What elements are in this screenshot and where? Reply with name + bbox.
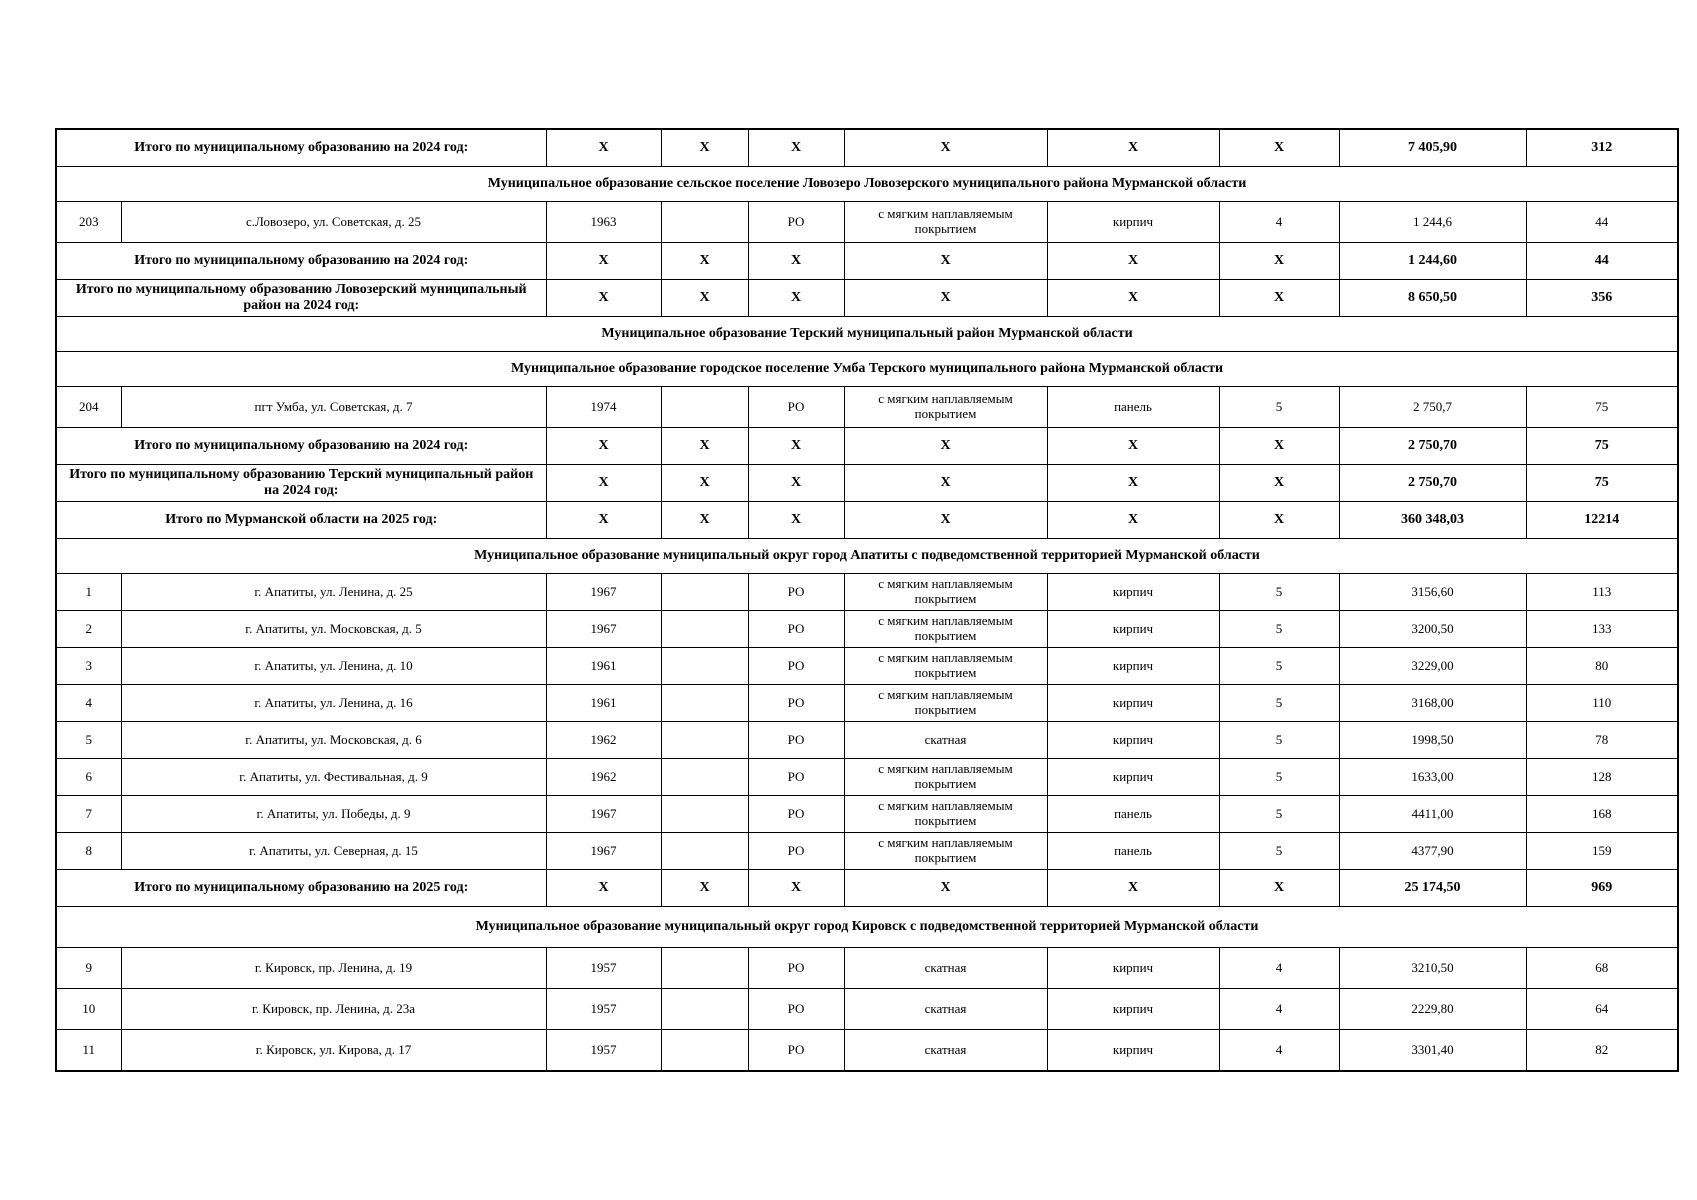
row-area: 2229,80 [1339, 989, 1526, 1030]
section-row [56, 539, 1678, 574]
row-area: 2 750,7 [1339, 387, 1526, 428]
row-owner [661, 948, 748, 989]
table-row [56, 611, 1678, 648]
row-year: 1957 [546, 989, 661, 1030]
table-row [56, 948, 1678, 989]
x-mark: X [748, 465, 844, 502]
total-people: 969 [1526, 870, 1678, 907]
row-number: 1 [56, 574, 121, 611]
row-owner [661, 611, 748, 648]
x-mark: X [546, 428, 661, 465]
total-area: 7 405,90 [1339, 129, 1526, 167]
row-people: 64 [1526, 989, 1678, 1030]
row-year: 1974 [546, 387, 661, 428]
x-mark: X [1047, 129, 1219, 167]
row-people: 82 [1526, 1030, 1678, 1072]
row-owner [661, 796, 748, 833]
row-people: 80 [1526, 648, 1678, 685]
total-label: Итого по муниципальному образованию Ловозерский муниципальный район на 2024 год: [56, 280, 546, 317]
row-area: 4377,90 [1339, 833, 1526, 870]
row-area: 1998,50 [1339, 722, 1526, 759]
row-area: 3229,00 [1339, 648, 1526, 685]
row-floors: 5 [1219, 574, 1339, 611]
row-roof: с мягким наплавляемым покрытием [844, 796, 1047, 833]
row-ro: РО [748, 648, 844, 685]
row-area: 3200,50 [1339, 611, 1526, 648]
x-mark: X [1219, 129, 1339, 167]
row-number: 9 [56, 948, 121, 989]
row-year: 1962 [546, 722, 661, 759]
row-people: 44 [1526, 202, 1678, 243]
row-ro: РО [748, 989, 844, 1030]
x-mark: X [748, 502, 844, 539]
row-floors: 4 [1219, 202, 1339, 243]
row-address: с.Ловозеро, ул. Советская, д. 25 [121, 202, 546, 243]
total-label: Итого по муниципальному образованию на 2024 год: [56, 428, 546, 465]
row-roof: скатная [844, 989, 1047, 1030]
x-mark: X [844, 502, 1047, 539]
total-people: 12214 [1526, 502, 1678, 539]
x-mark: X [546, 465, 661, 502]
housing-table [55, 128, 1679, 1072]
row-year: 1967 [546, 833, 661, 870]
row-owner [661, 202, 748, 243]
row-wall: кирпич [1047, 948, 1219, 989]
row-area: 4411,00 [1339, 796, 1526, 833]
table-row [56, 648, 1678, 685]
row-address: г. Кировск, пр. Ленина, д. 19 [121, 948, 546, 989]
row-address: пгт Умба, ул. Советская, д. 7 [121, 387, 546, 428]
row-year: 1967 [546, 611, 661, 648]
row-wall: кирпич [1047, 574, 1219, 611]
row-owner [661, 648, 748, 685]
row-year: 1961 [546, 648, 661, 685]
total-area: 2 750,70 [1339, 428, 1526, 465]
total-row [56, 870, 1678, 907]
x-mark: X [844, 428, 1047, 465]
row-owner [661, 685, 748, 722]
x-mark: X [1219, 465, 1339, 502]
row-roof: скатная [844, 1030, 1047, 1072]
table-row [56, 574, 1678, 611]
row-roof: с мягким наплавляемым покрытием [844, 202, 1047, 243]
row-people: 168 [1526, 796, 1678, 833]
row-area: 3301,40 [1339, 1030, 1526, 1072]
row-ro: РО [748, 759, 844, 796]
row-wall: панель [1047, 833, 1219, 870]
row-roof: скатная [844, 722, 1047, 759]
row-wall: кирпич [1047, 722, 1219, 759]
row-wall: кирпич [1047, 202, 1219, 243]
total-row [56, 502, 1678, 539]
row-owner [661, 759, 748, 796]
total-area: 360 348,03 [1339, 502, 1526, 539]
row-address: г. Апатиты, ул. Московская, д. 5 [121, 611, 546, 648]
row-ro: РО [748, 387, 844, 428]
table-row [56, 989, 1678, 1030]
section-row [56, 317, 1678, 352]
total-people: 75 [1526, 465, 1678, 502]
row-floors: 5 [1219, 611, 1339, 648]
x-mark: X [844, 129, 1047, 167]
row-ro: РО [748, 948, 844, 989]
total-area: 8 650,50 [1339, 280, 1526, 317]
row-floors: 5 [1219, 648, 1339, 685]
x-mark: X [748, 428, 844, 465]
section-row [56, 352, 1678, 387]
total-row [56, 129, 1678, 167]
row-year: 1961 [546, 685, 661, 722]
row-year: 1957 [546, 948, 661, 989]
row-people: 75 [1526, 387, 1678, 428]
row-area: 1 244,6 [1339, 202, 1526, 243]
x-mark: X [1219, 502, 1339, 539]
row-number: 8 [56, 833, 121, 870]
row-number: 5 [56, 722, 121, 759]
section-title: Муниципальное образование муниципальный округ город Апатиты с подведомственной территорией Мурманской области [56, 539, 1678, 574]
row-wall: кирпич [1047, 685, 1219, 722]
row-address: г. Апатиты, ул. Ленина, д. 25 [121, 574, 546, 611]
total-people: 44 [1526, 243, 1678, 280]
x-mark: X [748, 129, 844, 167]
row-address: г. Апатиты, ул. Московская, д. 6 [121, 722, 546, 759]
row-people: 133 [1526, 611, 1678, 648]
x-mark: X [844, 243, 1047, 280]
table-row [56, 387, 1678, 428]
row-wall: кирпич [1047, 611, 1219, 648]
row-people: 68 [1526, 948, 1678, 989]
row-area: 1633,00 [1339, 759, 1526, 796]
row-floors: 5 [1219, 685, 1339, 722]
total-label: Итого по муниципальному образованию Терский муниципальный район на 2024 год: [56, 465, 546, 502]
row-owner [661, 574, 748, 611]
row-people: 113 [1526, 574, 1678, 611]
row-number: 3 [56, 648, 121, 685]
row-ro: РО [748, 796, 844, 833]
row-owner [661, 722, 748, 759]
row-people: 128 [1526, 759, 1678, 796]
row-address: г. Кировск, ул. Кирова, д. 17 [121, 1030, 546, 1072]
x-mark: X [661, 502, 748, 539]
x-mark: X [661, 870, 748, 907]
row-roof: с мягким наплавляемым покрытием [844, 833, 1047, 870]
x-mark: X [546, 502, 661, 539]
row-address: г. Апатиты, ул. Фестивальная, д. 9 [121, 759, 546, 796]
x-mark: X [661, 280, 748, 317]
x-mark: X [1219, 243, 1339, 280]
row-number: 6 [56, 759, 121, 796]
row-floors: 4 [1219, 989, 1339, 1030]
total-row [56, 280, 1678, 317]
table-row [56, 796, 1678, 833]
section-title: Муниципальное образование муниципальный округ город Кировск с подведомственной территорией Мурманской области [56, 907, 1678, 948]
row-area: 3168,00 [1339, 685, 1526, 722]
x-mark: X [1219, 428, 1339, 465]
x-mark: X [546, 870, 661, 907]
section-row [56, 907, 1678, 948]
row-roof: с мягким наплавляемым покрытием [844, 611, 1047, 648]
total-label: Итого по муниципальному образованию на 2024 год: [56, 129, 546, 167]
total-people: 75 [1526, 428, 1678, 465]
table-row [56, 833, 1678, 870]
table-row [56, 685, 1678, 722]
x-mark: X [661, 243, 748, 280]
row-floors: 5 [1219, 722, 1339, 759]
row-number: 10 [56, 989, 121, 1030]
total-people: 312 [1526, 129, 1678, 167]
row-ro: РО [748, 202, 844, 243]
row-area: 3210,50 [1339, 948, 1526, 989]
row-year: 1962 [546, 759, 661, 796]
x-mark: X [1219, 870, 1339, 907]
total-row [56, 465, 1678, 502]
row-ro: РО [748, 833, 844, 870]
x-mark: X [844, 870, 1047, 907]
total-area: 25 174,50 [1339, 870, 1526, 907]
x-mark: X [546, 280, 661, 317]
row-wall: панель [1047, 387, 1219, 428]
row-year: 1957 [546, 1030, 661, 1072]
x-mark: X [748, 280, 844, 317]
row-ro: РО [748, 611, 844, 648]
x-mark: X [844, 465, 1047, 502]
row-people: 110 [1526, 685, 1678, 722]
row-year: 1967 [546, 796, 661, 833]
row-people: 78 [1526, 722, 1678, 759]
total-label: Итого по муниципальному образованию на 2025 год: [56, 870, 546, 907]
row-ro: РО [748, 685, 844, 722]
row-number: 203 [56, 202, 121, 243]
row-owner [661, 833, 748, 870]
x-mark: X [1047, 280, 1219, 317]
row-number: 4 [56, 685, 121, 722]
x-mark: X [1047, 428, 1219, 465]
x-mark: X [1047, 465, 1219, 502]
section-row [56, 167, 1678, 202]
row-owner [661, 989, 748, 1030]
row-address: г. Апатиты, ул. Северная, д. 15 [121, 833, 546, 870]
row-number: 2 [56, 611, 121, 648]
x-mark: X [661, 428, 748, 465]
x-mark: X [1047, 502, 1219, 539]
row-owner [661, 1030, 748, 1072]
row-address: г. Апатиты, ул. Ленина, д. 16 [121, 685, 546, 722]
table-row [56, 1030, 1678, 1072]
x-mark: X [1047, 870, 1219, 907]
row-roof: с мягким наплавляемым покрытием [844, 759, 1047, 796]
row-floors: 5 [1219, 759, 1339, 796]
row-ro: РО [748, 574, 844, 611]
x-mark: X [1219, 280, 1339, 317]
x-mark: X [748, 870, 844, 907]
section-title: Муниципальное образование Терский муниципальный район Мурманской области [56, 317, 1678, 352]
total-area: 1 244,60 [1339, 243, 1526, 280]
row-wall: кирпич [1047, 759, 1219, 796]
row-number: 204 [56, 387, 121, 428]
table-row [56, 202, 1678, 243]
x-mark: X [661, 129, 748, 167]
total-row [56, 243, 1678, 280]
row-floors: 4 [1219, 948, 1339, 989]
row-area: 3156,60 [1339, 574, 1526, 611]
row-roof: с мягким наплавляемым покрытием [844, 574, 1047, 611]
section-title: Муниципальное образование сельское поселение Ловозеро Ловозерского муниципального района Мурманской области [56, 167, 1678, 202]
row-ro: РО [748, 722, 844, 759]
row-year: 1967 [546, 574, 661, 611]
row-number: 7 [56, 796, 121, 833]
x-mark: X [748, 243, 844, 280]
row-address: г. Апатиты, ул. Ленина, д. 10 [121, 648, 546, 685]
x-mark: X [1047, 243, 1219, 280]
row-wall: кирпич [1047, 648, 1219, 685]
row-ro: РО [748, 1030, 844, 1072]
row-number: 11 [56, 1030, 121, 1072]
row-roof: с мягким наплавляемым покрытием [844, 685, 1047, 722]
row-wall: кирпич [1047, 989, 1219, 1030]
row-owner [661, 387, 748, 428]
total-label: Итого по Мурманской области на 2025 год: [56, 502, 546, 539]
x-mark: X [546, 243, 661, 280]
x-mark: X [546, 129, 661, 167]
row-roof: с мягким наплавляемым покрытием [844, 648, 1047, 685]
row-year: 1963 [546, 202, 661, 243]
row-people: 159 [1526, 833, 1678, 870]
total-row [56, 428, 1678, 465]
row-wall: кирпич [1047, 1030, 1219, 1072]
row-floors: 5 [1219, 387, 1339, 428]
row-roof: скатная [844, 948, 1047, 989]
total-area: 2 750,70 [1339, 465, 1526, 502]
row-floors: 5 [1219, 833, 1339, 870]
total-people: 356 [1526, 280, 1678, 317]
x-mark: X [661, 465, 748, 502]
row-address: г. Кировск, пр. Ленина, д. 23а [121, 989, 546, 1030]
row-floors: 4 [1219, 1030, 1339, 1072]
row-address: г. Апатиты, ул. Победы, д. 9 [121, 796, 546, 833]
total-label: Итого по муниципальному образованию на 2024 год: [56, 243, 546, 280]
row-roof: с мягким наплавляемым покрытием [844, 387, 1047, 428]
row-wall: панель [1047, 796, 1219, 833]
row-floors: 5 [1219, 796, 1339, 833]
section-title: Муниципальное образование городское поселение Умба Терского муниципального района Мурманской области [56, 352, 1678, 387]
x-mark: X [844, 280, 1047, 317]
table-row [56, 722, 1678, 759]
table-row [56, 759, 1678, 796]
